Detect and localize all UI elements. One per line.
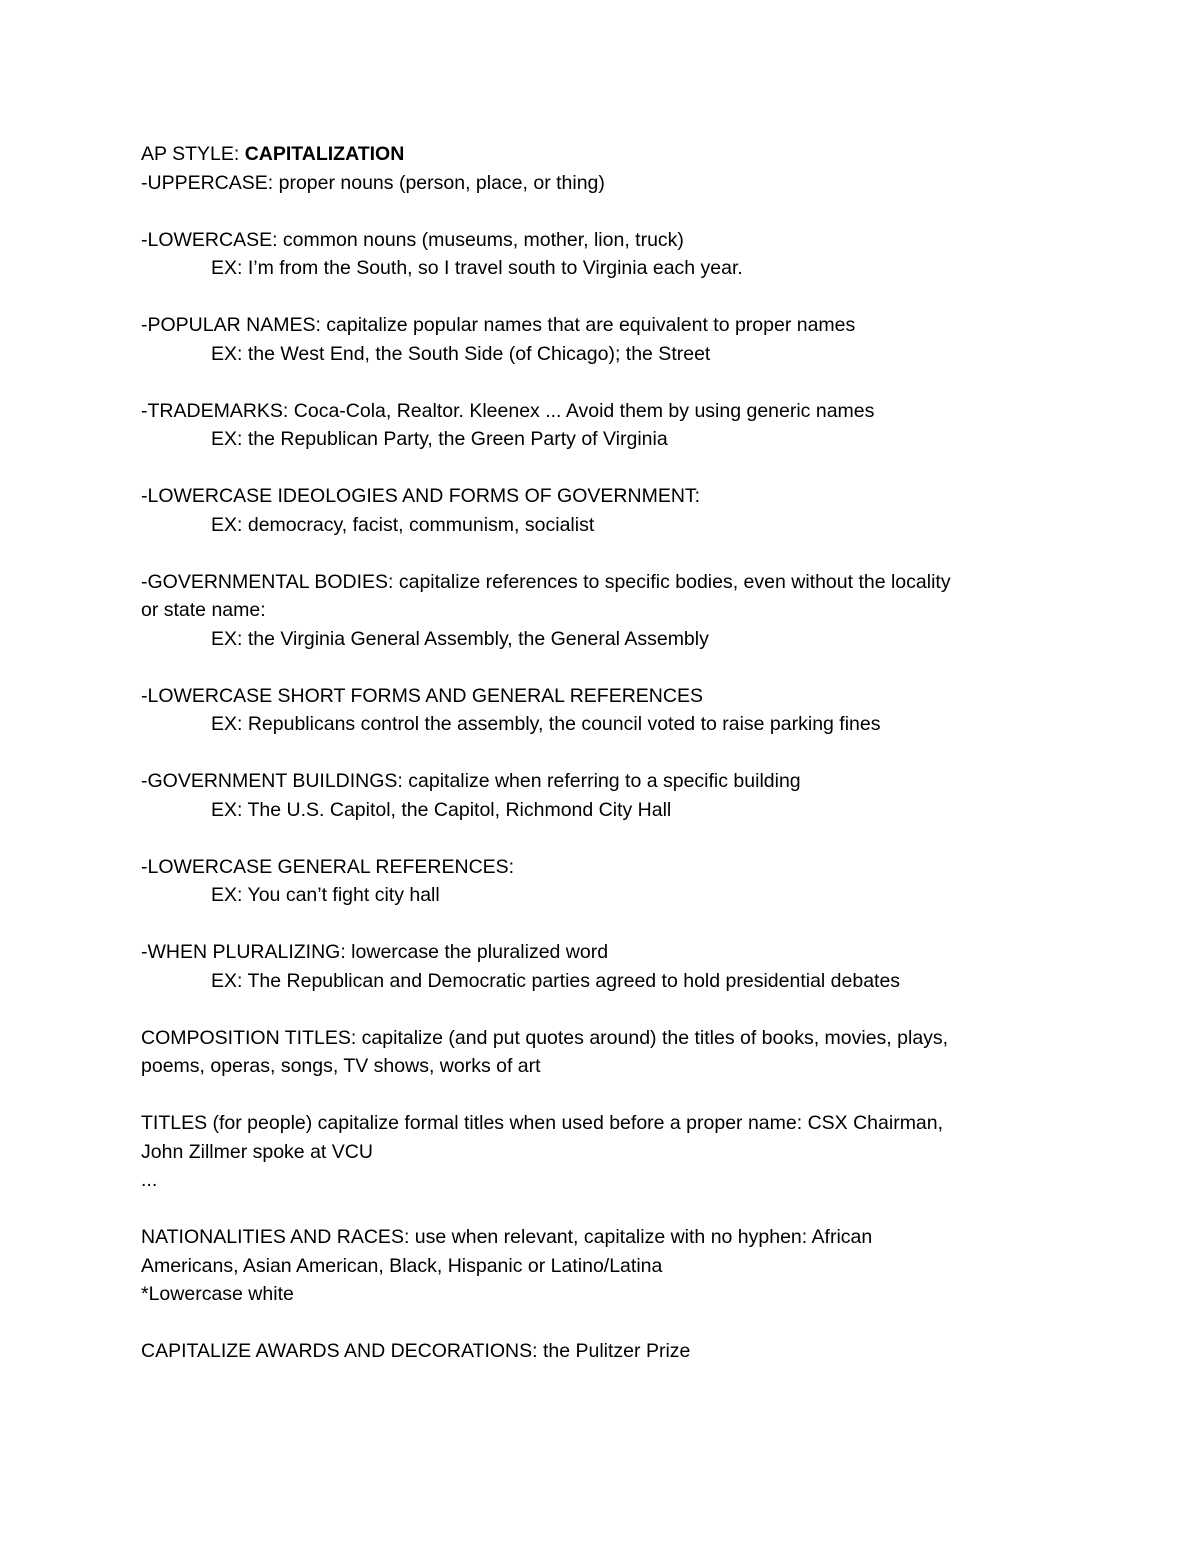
spacer: [141, 197, 1101, 226]
spacer: [141, 995, 1101, 1024]
example-government-buildings: EX: The U.S. Capitol, the Capitol, Richmond City Hall: [211, 798, 672, 821]
spacer: [141, 368, 1101, 397]
rule-nationalities: NATIONALITIES AND RACES: use when relevant, capitalize with no hyphen: African: [141, 1226, 873, 1248]
spacer: [141, 1081, 1101, 1110]
spacer: [141, 739, 1101, 768]
document-title: [141, 140, 1101, 169]
example-ideologies: EX: democracy, facist, communism, socialist: [211, 513, 595, 536]
spacer: [141, 910, 1101, 939]
rule-composition-titles: COMPOSITION TITLES: capitalize (and put quotes around) the titles of books, movies, plays,: [141, 1026, 949, 1049]
rule-trademarks: -TRADEMARKS: Coca-Cola, Realtor. Kleenex ... Avoid them by using generic names: [141, 399, 875, 422]
rule-ideologies: -LOWERCASE IDEOLOGIES AND FORMS OF GOVERNMENT:: [141, 485, 701, 507]
spacer: [141, 454, 1101, 483]
example-general-references: EX: You can’t fight city hall: [211, 884, 440, 906]
example-lowercase: EX: I’m from the South, so I travel south to Virginia each year.: [211, 257, 743, 279]
rule-composition-titles-cont: poems, operas, songs, TV shows, works of art: [141, 1055, 541, 1077]
spacer: [141, 1195, 1101, 1224]
rule-titles-ellipsis: ...: [141, 1169, 158, 1191]
example-governmental-bodies: EX: the Virginia General Assembly, the General Assembly: [211, 627, 709, 650]
rule-general-references: -LOWERCASE GENERAL REFERENCES:: [141, 855, 515, 878]
title-emphasis: CAPITALIZATION: [244, 143, 405, 165]
example-popular-names: EX: the West End, the South Side (of Chicago); the Street: [211, 342, 711, 365]
rule-titles-cont: John Zillmer spoke at VCU: [141, 1140, 373, 1163]
rule-governmental-bodies: -GOVERNMENTAL BODIES: capitalize references to specific bodies, even without the locality: [141, 570, 951, 593]
rule-uppercase: -UPPERCASE: proper nouns (person, place, or thing): [141, 171, 605, 194]
example-trademarks: EX: the Republican Party, the Green Party of Virginia: [211, 428, 668, 450]
spacer: [141, 283, 1101, 312]
example-pluralizing: EX: The Republican and Democratic parties agreed to hold presidential debates: [211, 969, 901, 992]
rule-nationalities-note: *Lowercase white: [141, 1283, 294, 1305]
rule-titles: TITLES (for people) capitalize formal titles when used before a proper name: CSX Chairman,: [141, 1112, 944, 1134]
rule-popular-names: -POPULAR NAMES: capitalize popular names that are equivalent to proper names: [141, 314, 856, 336]
title-prefix: AP STYLE:: [141, 143, 245, 165]
rule-governmental-bodies-cont: or state name:: [141, 599, 266, 621]
rule-lowercase: -LOWERCASE: common nouns (museums, mother, lion, truck): [141, 228, 684, 251]
example-short-forms: EX: Republicans control the assembly, the council voted to raise parking fines: [211, 713, 881, 735]
spacer: [141, 539, 1101, 568]
rule-pluralizing: -WHEN PLURALIZING: lowercase the pluralized word: [141, 941, 609, 963]
spacer: [141, 1309, 1101, 1338]
rule-nationalities-cont: Americans, Asian American, Black, Hispanic or Latino/Latina: [141, 1254, 663, 1277]
spacer: [141, 824, 1101, 853]
rule-awards: CAPITALIZE AWARDS AND DECORATIONS: the Pulitzer Prize: [141, 1340, 691, 1362]
spacer: [141, 653, 1101, 682]
rule-short-forms: -LOWERCASE SHORT FORMS AND GENERAL REFERENCES: [141, 684, 703, 707]
rule-government-buildings: -GOVERNMENT BUILDINGS: capitalize when referring to a specific building: [141, 770, 801, 792]
document-body: [141, 140, 1101, 1366]
